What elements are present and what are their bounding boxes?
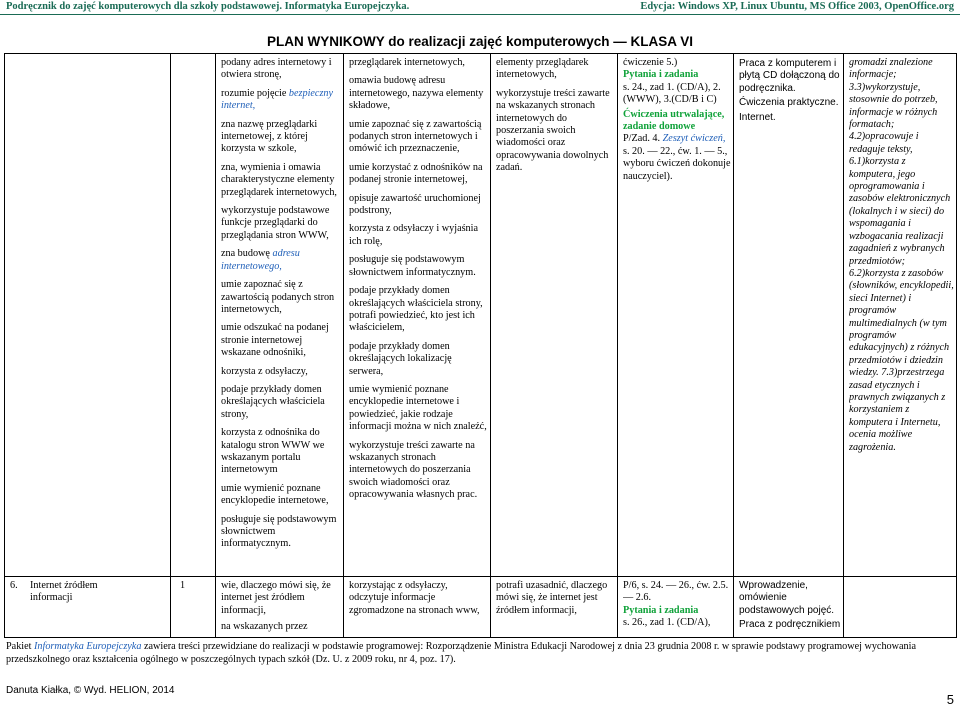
questions-heading: Pytania i zadania bbox=[623, 604, 699, 616]
materials-text: ćwiczenie 5.) bbox=[623, 57, 678, 68]
outcome-text-part: rozumie pojęcie bbox=[221, 87, 287, 99]
outcome-text: wykorzystuje treści zawarte na wskazanych stronach internetowych do poszerzania swoich wiadomości oraz opracowywania własnych prac. bbox=[349, 439, 478, 501]
questions-heading: Pytania i zadania bbox=[623, 69, 699, 81]
curriculum-note bbox=[6, 641, 956, 666]
note-text: zawiera treści przewidziane do realizacji w podstawie programowej: Rozporządzenie Ministra Edukacji Narodowej z dnia 23 grudnia 2008 r. w sprawie podstawy programowej wychowania przedszkolnego oraz kształcenia ogólnego w poszczególnych typach szkół (Dz. U. z 2009 roku, nr 4, poz. 17). bbox=[6, 641, 916, 665]
col-border bbox=[733, 53, 734, 638]
outcome-text: podaje przykłady domen określających właściciela strony, potrafi powiedzieć, kto jest ich właścicielem, bbox=[349, 285, 483, 334]
outcome-text: omawia budowę adresu internetowego, nazywa elementy składowe, bbox=[349, 75, 484, 112]
outcome-text: elementy przeglądarek internetowych, bbox=[496, 57, 589, 81]
outcome-text: korzysta z odsyłaczy i wyjaśnia ich rolę, bbox=[349, 223, 479, 247]
method-text: Praca z komputerem i płytą CD dołączoną do podręcznika. bbox=[739, 58, 840, 94]
outcome-text: opisuje zawartość uruchomionej podstrony, bbox=[349, 192, 481, 217]
outcome-text: wykorzystuje podstawowe funkcje przeglądarki do przeglądania stron WWW, bbox=[221, 205, 330, 241]
method-text: Internet. bbox=[739, 111, 776, 123]
outcome-text: korzysta z odnośnika do katalogu stron WWW we wskazanym portalu internetowym bbox=[221, 427, 325, 476]
outcome-text: posługuje się podstawowym słownictwem informatycznym. bbox=[221, 513, 337, 550]
row1-curriculum bbox=[849, 57, 954, 575]
row2-outcomes-advanced: potrafi uzasadnić, dlaczego mówi się, że internet jest źródłem informacji, bbox=[496, 580, 608, 616]
outcome-text: podaje przykłady domen określających właściciela strony, bbox=[221, 383, 325, 420]
outcome-text: zna nazwę przeglądarki internetowej, z której korzysta w szkole, bbox=[221, 118, 318, 155]
row-divider bbox=[4, 576, 957, 577]
col-border bbox=[617, 53, 618, 638]
row2-topic: Internet źródłem informacji bbox=[30, 580, 98, 604]
materials-text: s. 24., zad 1. (CD/A), 2. (WWW), 3.(CD/B i C) bbox=[623, 81, 721, 106]
outcome-text: umie zapoznać się z zawartością podanych stron internetowych, bbox=[221, 279, 335, 315]
outcome-text: podaje przykłady domen określających lokalizację serwera, bbox=[349, 340, 452, 377]
col-border bbox=[4, 53, 5, 638]
row2-methods bbox=[739, 580, 841, 636]
outcome-text: wie, dlaczego mówi się, że internet jest źródłem informacji, bbox=[221, 580, 331, 616]
col-border bbox=[843, 53, 844, 638]
exercises-heading: Ćwiczenia utrwalające, zadanie domowe bbox=[623, 108, 725, 133]
author-credit: Danuta Kiałka, © Wyd. HELION, 2014 bbox=[6, 685, 175, 696]
row2-outcomes-basic bbox=[221, 580, 341, 636]
col-border bbox=[956, 53, 957, 638]
method-text: Ćwiczenia praktyczne. bbox=[739, 97, 839, 109]
materials-text: P/6, s. 24. — 26., ćw. 2.5. — 2.6. bbox=[623, 580, 729, 604]
materials-text: s. 20. — 22., ćw. 1. — 5., wyboru ćwiczeń dokonuje nauczyciel). bbox=[623, 145, 731, 182]
outcome-text-part: zna budowę bbox=[221, 248, 270, 260]
page-number: 5 bbox=[946, 692, 954, 707]
outcome-term: bezpieczny internet, bbox=[221, 87, 334, 112]
workbook-ref: Zeszyt ćwiczeń, bbox=[662, 133, 726, 145]
outcome-text: zna, wymienia i omawia charakterystyczne elementy przeglądarek internetowych, bbox=[221, 161, 337, 198]
materials-text bbox=[623, 133, 731, 145]
row1-outcomes-basic bbox=[221, 57, 341, 575]
header-divider bbox=[0, 14, 960, 15]
page-title: PLAN WYNIKOWY do realizacji zajęć komputerowych — KLASA VI bbox=[266, 34, 694, 49]
outcome-text: wykorzystuje treści zawarte na wskazanych stronach internetowych do poszerzania swoich wiadomości oraz opracowywania dowolnych zadań. bbox=[496, 87, 610, 174]
row1-outcomes-extended bbox=[349, 57, 488, 575]
note-text: Pakiet bbox=[6, 641, 32, 652]
outcome-text: podany adres internetowy i otwiera stronę, bbox=[221, 57, 332, 81]
outcome-text: umie wymienić poznane encyklopedie internetowe i powiedzieć, jakie rodzaje informacji można w nich znaleźć, bbox=[349, 383, 487, 433]
outcome-term: adresu internetowego, bbox=[221, 248, 300, 272]
outcome-text: na wskazanych przez bbox=[221, 621, 308, 633]
outcome-text: przeglądarek internetowych, bbox=[349, 57, 465, 68]
row2-outcomes-extended: korzystając z odsyłaczy, odczytuje informacje zgromadzone na stronach www, bbox=[349, 580, 480, 616]
method-text: Wprowadzenie, omówienie podstawowych pojęć. bbox=[739, 580, 835, 616]
outcome-text: umie korzystać z odnośników na podanej stronie internetowej, bbox=[349, 161, 483, 186]
outcome-text: korzysta z odsyłaczy, bbox=[221, 365, 308, 377]
outcome-text: posługuje się podstawowym słownictwem informatycznym. bbox=[349, 254, 476, 278]
outcome-text: umie odszukać na podanej stronie internetowej wskazane odnośniki, bbox=[221, 322, 329, 359]
materials-text: s. 26., zad 1. (CD/A), bbox=[623, 617, 711, 629]
row2-number: 6. bbox=[10, 580, 18, 591]
col-border bbox=[490, 53, 491, 638]
note-brand: Informatyka Europejczyka bbox=[34, 641, 142, 652]
row2-hours: 1 bbox=[180, 580, 186, 591]
col-border bbox=[215, 53, 216, 638]
row1-materials bbox=[623, 57, 731, 575]
header-book-title: Podręcznik do zajęć komputerowych dla szkoły podstawowej. Informatyka Europejczyka. bbox=[6, 1, 410, 12]
col-border bbox=[170, 53, 171, 638]
method-text: Praca z podręcznikiem bbox=[739, 619, 841, 631]
row1-outcomes-advanced bbox=[496, 57, 615, 575]
row1-methods bbox=[739, 58, 841, 576]
row2-materials bbox=[623, 580, 731, 636]
outcome-text: umie zapoznać się z zawartością podanych stron internetowych i omówić ich przeznaczenie, bbox=[349, 118, 482, 155]
outcome-text: umie wymienić poznane encyklopedie internetowe, bbox=[221, 482, 329, 507]
materials-ref: P/Zad. 4. bbox=[623, 133, 661, 145]
outcome-text bbox=[221, 88, 341, 113]
table-top-border bbox=[4, 53, 957, 54]
outcome-text bbox=[221, 248, 341, 273]
table-bottom-border bbox=[4, 637, 957, 638]
col-border bbox=[343, 53, 344, 638]
running-header bbox=[0, 0, 960, 13]
curriculum-text: gromadzi znalezione informacje; 3.3)wykorzystuje, stosownie do potrzeb, informacje w różnych formatach; 4.2)opracowuje i redaguje teksty, 6.1)korzysta z komputera, jego oprogramowania i zasobów elektronicznych (lokalnych i w sieci) do wspomagania i wzbogacania realizacji zagadnień z wybranych przedmiotów; 6.2)korzysta z zasobów (słowników, encyklopedii, sieci Internet) i programów multimedialnych (w tym programów edukacyjnych) z różnych przedmiotów i dziedzin wiedzy. 7.3)przestrzega zasad etycznych i prawnych związanych z korzystaniem z komputera i Internetu, ocenia możliwe zagrożenia. bbox=[849, 57, 954, 453]
header-edition: Edycja: Windows XP, Linux Ubuntu, MS Office 2003, OpenOffice.org bbox=[640, 1, 954, 12]
